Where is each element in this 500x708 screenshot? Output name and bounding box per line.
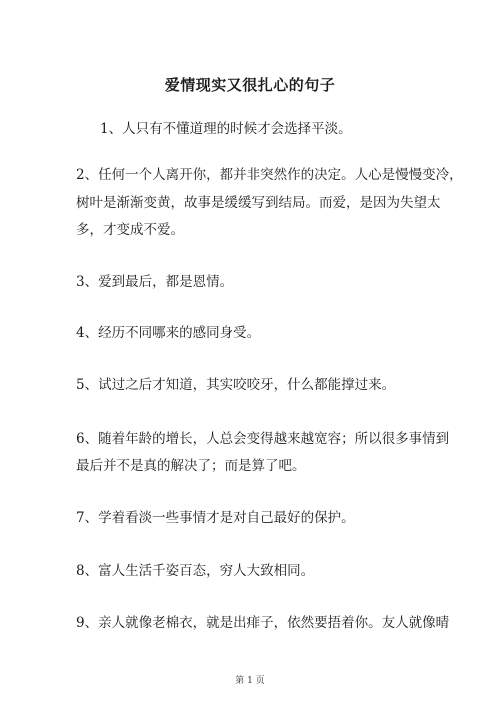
- document-title: 爱情现实又很扎心的句子: [164, 76, 336, 94]
- paragraph-2-line-1: 2、任何一个人离开你，都并非突然作的决定。人心是慢慢变冷，: [76, 167, 463, 183]
- paragraph-3-line-1: 3、爱到最后，都是恩情。: [76, 274, 234, 290]
- paragraph-2-line-2: 树叶是渐渐变黄，故事是缓缓写到结局。而爱，是因为失望太: [76, 195, 441, 211]
- paragraph-1-line-1: 1、人只有不懂道理的时候才会选择平淡。: [100, 121, 352, 137]
- paragraph-2-line-3: 多，才变成不爱。: [76, 222, 184, 238]
- paragraph-9-line-1: 9、亲人就像老棉衣，就是出痱子，依然要捂着你。友人就像晴: [76, 615, 450, 631]
- paragraph-6-line-2: 最后并不是真的解决了；而是算了吧。: [76, 458, 306, 474]
- paragraph-6-line-1: 6、随着年龄的增长，人总会变得越来越宽容；所以很多事情到: [76, 431, 450, 447]
- page-number-footer: 第 1 页: [235, 676, 265, 686]
- paragraph-5-line-1: 5、试过之后才知道，其实咬咬牙，什么都能撑过来。: [76, 377, 396, 393]
- paragraph-4-line-1: 4、经历不同哪来的感同身受。: [76, 325, 261, 341]
- paragraph-7-line-1: 7、学着看淡一些事情才是对自己最好的保护。: [76, 510, 355, 526]
- paragraph-8-line-1: 8、富人生活千姿百态，穷人大致相同。: [76, 563, 315, 579]
